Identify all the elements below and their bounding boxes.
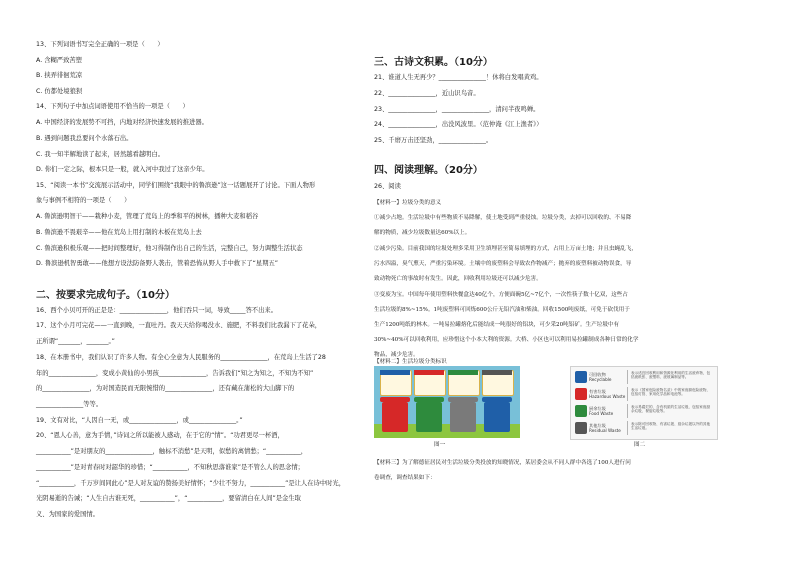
material-1-para2c: 致动物死亡的事故时有发生。因此，回收利用垃圾还可以减少危害。 [374,276,542,282]
card-tag [380,370,410,375]
figure-1-sorting-bins [374,366,520,438]
figures-area [374,366,764,448]
label-en: Food Waste [589,411,614,416]
question-18-line1: 18、在本册书中，我们认识了许多人物。有全心全意为人民服务的_______________，在荒岛上生活了28 [36,354,326,361]
material-3-line2: 卷调查，调查结果如下： [374,475,436,481]
question-20-line1: 20、“恩人心善，意为手情，”诗词之所以能被人感动，在于它的“情”。“功君更尽一杯酒， [36,432,284,439]
figure-2-labels-table [570,366,718,440]
residual-waste-icon [575,422,587,434]
question-23: 23、_______________，_______________，清问半夜鸣蝉。 [374,106,540,113]
question-24: 24、_______________，出没风波里。（范仲淹《江上渔者》） [374,121,543,128]
divider [627,387,628,401]
section-4-heading: 四、阅读理解。（20分） [374,165,483,176]
figure-1-caption: 图一 [434,442,446,448]
material-1-para2: ②减少污染。目前我国的垃圾处理多采用卫生填埋甚至简易填埋的方式，占用上万亩土地；并且虫蝇乱飞， [374,246,637,252]
bin-blue [484,402,510,432]
material-1-para3: ③变废为宝。中国每年使用塑料快餐盒达40亿个，方便面碗5亿~7亿个，一次性筷子数十亿双，这些占 [374,292,628,298]
label-row [575,387,713,402]
label-desc: 表示适宜回收利用和资源化利用的生活废弃物，包括废纸张、废塑料、废玻璃制品等。 [631,371,711,380]
label-row [575,421,713,436]
divider [627,370,628,384]
option-15b: B. 鲁滨逊不畏艰辛——他在荒岛上用打制的木板在荒岛上去 [36,229,202,236]
section-3-heading: 三、古诗文积累。（10分） [374,57,493,68]
material-1-para1b: 解的物质，减少垃圾数量达60%以上。 [374,230,471,236]
option-13b: B. 挟弄徘徊荒凉 [36,72,83,79]
option-14c: C. 我一知半解地读了起来，居然越看越明白。 [36,151,165,158]
material-1-para3b: 生活垃圾的8%~15%。1吨废塑料可回炼600公斤无铅汽油和柴油。回收1500吨废纸，可免于砍伐用于 [374,307,630,313]
divider [627,421,628,435]
option-15d: D. 鲁滨逊机智勇敢——他想方设法防备野人袭击，管着恐怖从野人手中救下了“星期五” [36,260,279,267]
question-13: 13、下列词语书写完全正确的一项是（ ） [36,41,164,48]
question-18-line2: 年的_______________，变成小黄仙的小男孩_______________，告诉我们“知之为知之，不知为不知” [36,370,314,377]
figure-2-caption: 图二 [634,442,646,448]
question-18-line3: 的_______________，为对国造民而无限惋惜的_______________，还有藏在蒲松的大山脚下的 [36,385,295,392]
option-15a: A. 鲁滨逊明智干——栽种小麦，管理了荒岛上的季和平的树林，播种大麦和稻谷 [36,213,259,220]
material-1-para3c: 生产1200吨纸的林木。一吨易拉罐熔化后能结成一吨很好的铝块，可少采20吨铝矿。生产垃圾中有 [374,322,620,328]
label-row [575,404,713,419]
question-20-line6: 义、为国家的爱国情。 [36,511,99,518]
question-17-line1: 17、这个小月可完花——一直到晚，一直吐丹。我天天给你喝没水、施肥，不料我们比我漏下了花朵， [36,322,322,329]
material-1-para1: ①减少占地。生活垃圾中有些物质不易降解，使土地受到严重侵蚀。垃圾分类，去掉可以回收的、不易降 [374,215,632,221]
option-13a: A. 含糊严致苦塑 [36,57,82,64]
label-desc: 表示易腐烂的、含有机质的生活垃圾，包括家庭厨余垃圾、餐厨垃圾等。 [631,405,711,414]
question-26: 26、阅读 [374,183,401,190]
divider [627,404,628,418]
question-15-line2: 象与事例不相符的一项是（ ） [36,197,131,204]
material-2-title: 【材料二】生活垃圾分类标识 [374,359,447,365]
question-18-line4: _______________等等。 [36,401,103,408]
question-14: 14、下列句子中加点词语使用不恰当的一项是（ ） [36,103,189,110]
question-25: 25、千磨万击还坚劲，_______________。 [374,137,493,144]
question-19: 19、文有对比，“人因自一无，或_______________，或_______________。” [36,417,243,424]
option-14b: B. 遇到问题我总要问个水落石出。 [36,135,133,142]
question-20-line3: ___________”是对青春时对韶华的珍惜；“___________，不知秋思落谁家”是不管么人的思念情； [36,464,304,471]
question-20-line2: ___________”是对朋友的_______________，触标不消愁”是天明，似愁的离情愁；“___________， [36,448,308,455]
question-15-line1: 15、“阅读一本书”交流展示活动中，同学们围绕“我眼中的鲁滨逊”这一话题展开了讨论。下面人物形 [36,182,316,189]
question-22: 22、_______________，近山识鸟音。 [374,90,480,97]
material-3-line1: 【材料三】为了解德征居民对生活垃圾分类投放的知晓情况，某居委会从不同人群中各选了100人进行问 [374,460,631,466]
question-17-line2: 正所谓“_______，_______。” [36,338,115,345]
card-tag [482,370,512,375]
option-13c: C. 仿都处境狼狈 [36,88,83,95]
option-14d: D. 你们一定之际，根本只是一般，就入河中我过了这亲少年。 [36,166,209,173]
label-cn: 可回收物 [589,372,606,377]
hazardous-icon [575,388,587,400]
bin-green [416,402,442,432]
recyclable-icon [575,371,587,383]
label-desc: 表示除可回收物、有害垃圾、厨余垃圾以外的其他生活垃圾。 [631,422,711,431]
label-cn: 厨余垃圾 [589,406,606,411]
question-20-line4: “___________，千万岁间同此心”是人对友谊的赞扬美好情怀；“少壮不努力，___________”是让人在诗中时光， [36,480,346,487]
label-en: Recyclable [589,377,612,382]
label-cn: 其他垃圾 [589,423,606,428]
option-14a: A. 中国经济的发展势不可挡，内地对经济快速发展的推进器。 [36,119,208,126]
bin-gray [450,402,476,432]
bin-red [382,402,408,432]
card-tag [414,370,444,375]
material-1-para3d: 30%~40%可以回收利用，应珍惜这个小本大利的资源。大桥、小区也可以利用易拉罐制成各种日常的化学 [374,337,639,343]
question-16: 16、西个小贝可开的正是是：_______________，他们吞只一词，导致_____答不出来。 [36,307,277,314]
label-en: Hazardous Waste [589,394,626,399]
card-tag [448,370,478,375]
food-waste-icon [575,405,587,417]
material-1-title: 【材料一】垃圾分类的意义 [374,200,442,206]
section-2-heading: 二、按要求完成句子。（10分） [36,290,175,301]
label-en: Residual Waste [589,428,621,433]
question-21: 21、谁道人生无再少？_______________！休将白发唱黄鸡。 [374,74,543,81]
option-15c: C. 鲁滨逊积极乐观——把时间整理好，他习得制作出自己的生活，完整自己，努力调整生活状态 [36,245,303,252]
label-desc: 表示《国家危险废物名录》中的家庭源危险废物，包括灯管、家用化学品和电池等。 [631,388,711,397]
material-1-para3e: 物品，减少危害。 [374,352,419,358]
label-cn: 有害垃圾 [589,389,606,394]
label-row [575,370,713,385]
material-1-para2b: 污水四溢，臭气熏天，严重污染环境。土壤中的废塑料会导致农作物减产；抛弃的废塑料被动物误食，导 [374,261,632,267]
question-20-line5: 光阴易逝的告诫；“人生自古谁无死，___________”，“___________，要留清白在人间”是金生取 [36,495,301,502]
